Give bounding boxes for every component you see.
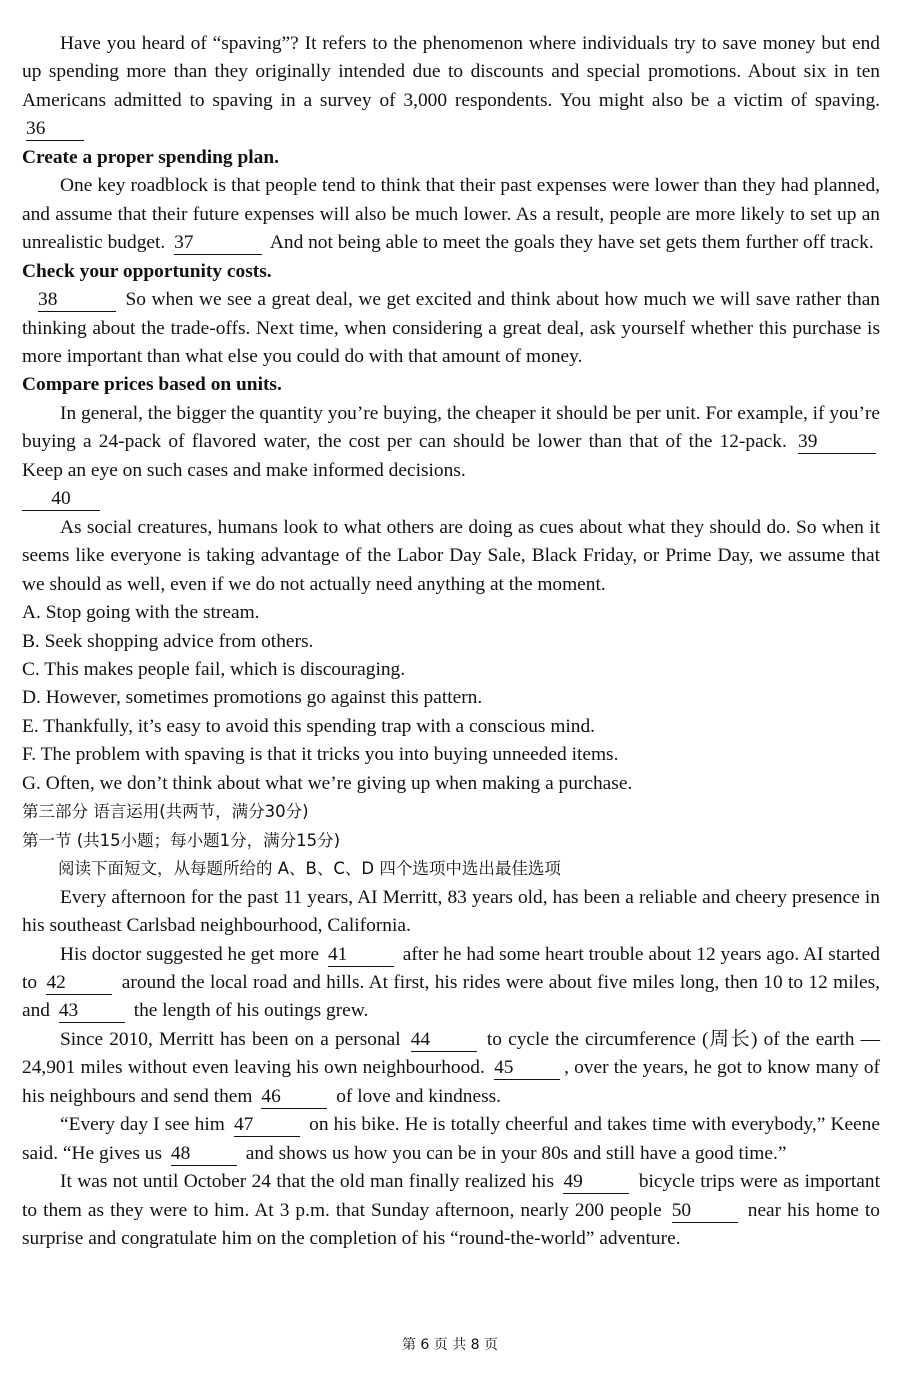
options-list — [22, 599, 880, 798]
cloze-paragraph-5: It was not until October 24 that the old man finally realized his 49 bicycle trips were as important to them as they were to him. At 3 p.m. that Sunday afternoon, nearly 200 people 50 near his home to surprise and congratulate him on the completion of his “round-the-world” adventure. — [22, 1171, 880, 1250]
blank-40: 40 — [22, 488, 100, 511]
heading-compare-prices: Compare prices based on units. — [22, 374, 282, 396]
section3-subtitle: 第一节 (共15小题；每小题1分，满分15分) — [22, 830, 341, 850]
blank-36: 36 — [26, 118, 84, 141]
blank-46: 46 — [261, 1086, 327, 1109]
option-a: A. Stop going with the stream. — [22, 602, 260, 624]
option-e: E. Thankfully, it’s easy to avoid this spending trap with a conscious mind. — [22, 715, 596, 737]
blank-38: 38 — [38, 289, 116, 312]
blank-49: 49 — [563, 1171, 629, 1194]
heading-spending-plan: Create a proper spending plan. — [22, 146, 279, 168]
blank-47: 47 — [234, 1114, 300, 1137]
option-d: D. However, sometimes promotions go against this pattern. — [22, 687, 483, 709]
paragraph-compare-prices: In general, the bigger the quantity you’re buying, the cheaper it should be per unit. For example, if you’re buying a 24-pack of flavored water, the cost per can should be lower than that of the 12-pack. 39 Keep an eye on such cases and make informed decisions. — [22, 402, 880, 481]
page-footer: 第 6 页 共 8 页 — [401, 1337, 499, 1353]
heading-opportunity-costs: Check your opportunity costs. — [22, 260, 272, 282]
blank-42: 42 — [46, 972, 112, 995]
paragraph-opportunity-costs: 38 So when we see a great deal, we get excited and think about how much we will save rather than thinking about the trade-offs. Next time, when considering a great deal, ask yourself whether this purchase is more important than what else you could do with that amount of money. — [22, 289, 880, 367]
intro-paragraph — [22, 30, 880, 144]
cloze-paragraph-1: Every afternoon for the past 11 years, AI Merritt, 83 years old, has been a reliable and cheery presence in his southeast Carlsbad neighbourhood, California. — [22, 886, 880, 937]
blank-39: 39 — [798, 431, 876, 454]
option-g: G. Often, we don’t think about what we’re giving up when making a purchase. — [22, 772, 633, 794]
blank-37: 37 — [174, 232, 262, 255]
cloze-paragraph-3: Since 2010, Merritt has been on a personal 44 to cycle the circumference (周长) of the earth — 24,901 miles without even leaving his own neighbourhood. 45 , over the years, he got to know many of his neighbours and send them 46 of love and kindness. — [22, 1028, 880, 1107]
option-f: F. The problem with spaving is that it tricks you into buying unneeded items. — [22, 744, 619, 766]
cloze-paragraph-2: His doctor suggested he get more 41 after he had some heart trouble about 12 years ago. AI started to 42 around the local road and hills. At first, his rides were about five miles long, then 10 to 12 miles, and 43 the length of his outings grew. — [22, 943, 880, 1022]
option-b: B. Seek shopping advice from others. — [22, 630, 314, 652]
paragraph-spending-plan: One key roadblock is that people tend to think that their past expenses were lower than they had planned, and assume that their future expenses will also be much lower. As a result, people are more likely to set up an unrealistic budget. 37 And not being able to meet the goals they have set gets them further off track. — [22, 175, 880, 254]
intro-text: Have you heard of “spaving”? It refers to the phenomenon where individuals try to save money but end up spending more than they originally intended due to discounts and special promotions. About six in ten Americans admitted to spaving in a survey of 3,000 respondents. You might also be a victim of spaving. — [22, 33, 880, 111]
paragraph-social-creatures: As social creatures, humans look to what others are doing as cues about what they should do. So when it seems like everyone is taking advantage of the Labor Day Sale, Black Friday, or Prime Day, we assume that we should as well, even if we do not actually need anything at the moment. — [22, 516, 880, 595]
blank-50: 50 — [672, 1200, 738, 1223]
blank-44: 44 — [411, 1029, 477, 1052]
cloze-paragraph-4: “Every day I see him 47 on his bike. He is totally cheerful and takes time with everybody,” Keene said. “He gives us 48 and shows us how you can be in your 80s and still have a good time.” — [22, 1114, 880, 1164]
option-c: C. This makes people fail, which is discouraging. — [22, 658, 406, 680]
blank-48: 48 — [171, 1143, 237, 1166]
blank-41: 41 — [328, 944, 394, 967]
exam-page — [22, 30, 880, 1253]
blank-45: 45 — [494, 1057, 560, 1080]
section3-title: 第三部分 语言运用(共两节，满分30分) — [22, 802, 309, 822]
blank-43: 43 — [59, 1000, 125, 1023]
heading-40-line — [22, 485, 880, 513]
section3-instruction: 阅读下面短文，从每题所给的 A、B、C、D 四个选项中选出最佳选项 — [58, 859, 561, 879]
